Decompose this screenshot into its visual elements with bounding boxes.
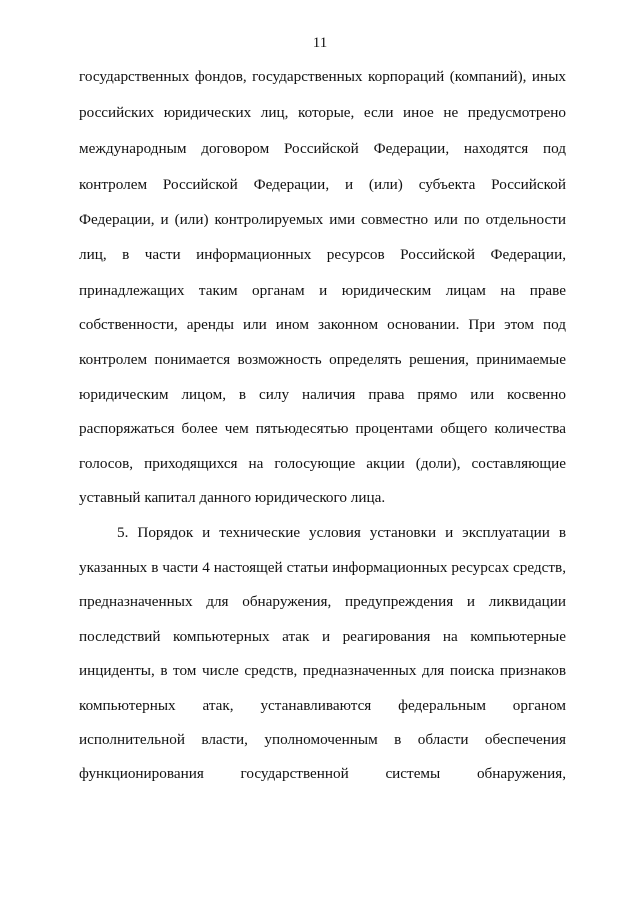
text-line: контролем понимается возможность определять решения, принимаемые (79, 351, 566, 368)
text-line: исполнительной власти, уполномоченным в области обеспечения (79, 731, 566, 748)
text-line: Федерации, и (или) контролируемых ими совместно или по отдельности (79, 211, 566, 228)
text-line: контролем Российской Федерации, и (или) субъекта Российской (79, 176, 566, 193)
text-line: собственности, аренды или ином законном основании. При этом под (79, 316, 566, 333)
text-line: лиц, в части информационных ресурсов Российской Федерации, (79, 246, 566, 263)
text-line: инциденты, в том числе средств, предназначенных для поиска признаков (79, 662, 566, 679)
text-line: юридическим лицом, в силу наличия права прямо или косвенно (79, 386, 566, 403)
paragraph-first-line: 5. Порядок и технические условия установки и эксплуатации в (117, 524, 566, 541)
text-line: последствий компьютерных атак и реагирования на компьютерные (79, 628, 566, 645)
text-line: международным договором Российской Федерации, находятся под (79, 140, 566, 157)
text-line: принадлежащих таким органам и юридическим лицам на праве (79, 282, 566, 299)
page-number: 11 (312, 35, 328, 51)
text-line: российских юридических лиц, которые, если иное не предусмотрено (79, 104, 566, 121)
text-line: государственных фондов, государственных корпораций (компаний), иных (79, 68, 566, 85)
text-line: компьютерных атак, устанавливаются федеральным органом (79, 697, 566, 714)
paragraph-last-line: уставный капитал данного юридического лица. (79, 489, 386, 506)
text-line: предназначенных для обнаружения, предупреждения и ликвидации (79, 593, 566, 610)
text-line: указанных в части 4 настоящей статьи информационных ресурсах средств, (79, 559, 566, 576)
text-line: функционирования государственной системы обнаружения, (79, 765, 566, 782)
text-line: голосов, приходящихся на голосующие акции (доли), составляющие (79, 455, 566, 472)
text-line: распоряжаться более чем пятьюдесятью процентами общего количества (79, 420, 566, 437)
